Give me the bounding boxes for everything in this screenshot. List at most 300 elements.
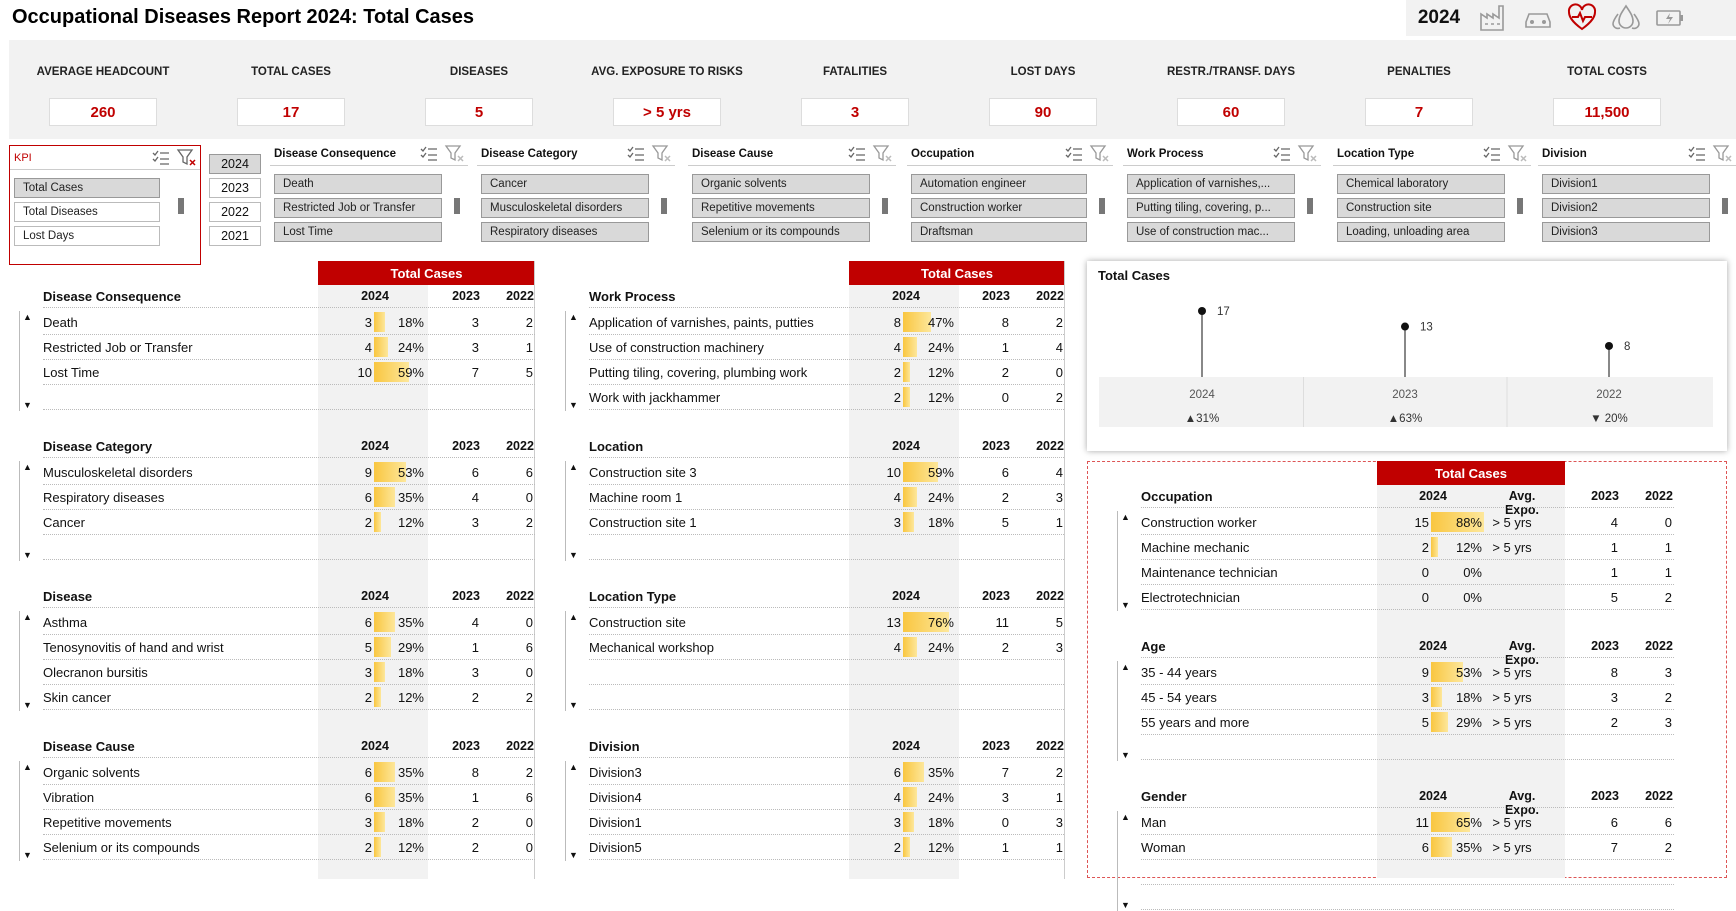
row-rule <box>43 834 535 835</box>
kpi-value: 7 <box>1365 98 1473 126</box>
row-label: Repetitive movements <box>43 815 172 830</box>
value-2024: 4 <box>893 490 901 505</box>
share-percent: 12% <box>1455 540 1482 555</box>
header-rule <box>1141 657 1674 658</box>
lollipop-chart <box>1087 261 1727 451</box>
slicer-item[interactable]: Division3 <box>1542 222 1710 242</box>
year-item-2023[interactable]: 2023 <box>209 178 261 198</box>
value-2023: 1 <box>471 640 479 655</box>
share-percent: 24% <box>927 490 954 505</box>
row-rule <box>1141 609 1674 610</box>
column-header: 2023 <box>452 739 480 753</box>
row-label: Machine mechanic <box>1141 540 1250 555</box>
slicer-item[interactable]: Construction worker <box>911 198 1087 218</box>
value-2024: 3 <box>364 315 372 330</box>
column-header: 2024 <box>892 739 920 753</box>
table-title: Work Process <box>589 289 676 304</box>
column-header: Avg. Expo. <box>1504 789 1540 817</box>
avg-exposure: > 5 yrs <box>1492 690 1532 705</box>
row-rule <box>589 384 1064 385</box>
share-percent: 12% <box>397 515 424 530</box>
row-label: Division4 <box>589 790 642 805</box>
row-rule <box>1141 584 1674 585</box>
slicer-item[interactable]: Lost Time <box>274 222 442 242</box>
row-label: Skin cancer <box>43 690 111 705</box>
row-label: Restricted Job or Transfer <box>43 340 193 355</box>
row-rule <box>589 509 1064 510</box>
value-2024: 10 <box>886 465 901 480</box>
multi-select-icon[interactable] <box>623 144 649 164</box>
scroll-up-icon[interactable]: ▲ <box>569 312 578 322</box>
clear-filter-icon[interactable] <box>174 148 200 168</box>
row-label: Olecranon bursitis <box>43 665 148 680</box>
value-2022: 6 <box>525 790 533 805</box>
value-2024: 5 <box>1421 715 1429 730</box>
kpi-label: RESTR./TRANSF. DAYS <box>1166 66 1295 78</box>
row-rule <box>43 534 535 535</box>
data-label: 17 <box>1217 306 1230 318</box>
year-item-2022[interactable]: 2022 <box>209 202 261 222</box>
value-2023: 5 <box>1001 515 1009 530</box>
value-2022: 2 <box>525 765 533 780</box>
multi-select-icon[interactable] <box>1061 144 1087 164</box>
column-header: 2022 <box>1036 289 1064 303</box>
row-label: Machine room 1 <box>589 490 683 505</box>
scroll-down-icon[interactable]: ▼ <box>1121 750 1130 760</box>
row-label: Vibration <box>43 790 95 805</box>
value-2024: 9 <box>1421 665 1429 680</box>
value-2022: 1 <box>1055 840 1063 855</box>
value-2022: 5 <box>525 365 533 380</box>
value-2023: 6 <box>1001 465 1009 480</box>
value-2023: 4 <box>471 615 479 630</box>
row-label: 55 years and more <box>1141 715 1250 730</box>
slicer-header <box>1123 142 1321 166</box>
kpi-restr-transf-days <box>1137 40 1325 139</box>
scroll-down-icon[interactable]: ▼ <box>569 700 578 710</box>
row-label: Division1 <box>589 815 642 830</box>
value-2024: 2 <box>893 365 901 380</box>
value-2024: 9 <box>364 465 372 480</box>
value-2022: 3 <box>1055 640 1063 655</box>
slicer-item[interactable]: Selenium or its compounds <box>692 222 870 242</box>
scroll-spinner[interactable] <box>1117 811 1133 911</box>
row-label: Construction worker <box>1141 515 1257 530</box>
scroll-up-icon[interactable]: ▲ <box>1121 812 1130 822</box>
slicer-item[interactable]: Draftsman <box>911 222 1087 242</box>
scroll-down-icon[interactable]: ▼ <box>23 550 32 560</box>
row-rule <box>43 409 535 410</box>
value-2024: 2 <box>364 515 372 530</box>
slicer-item[interactable]: Chemical laboratory <box>1337 174 1505 194</box>
row-rule <box>43 784 535 785</box>
row-label: Selenium or its compounds <box>43 840 200 855</box>
car-icon[interactable] <box>1516 1 1560 35</box>
row-label: Death <box>43 315 78 330</box>
scroll-spinner[interactable] <box>19 611 35 711</box>
scroll-spinner[interactable] <box>565 311 581 411</box>
value-2022: 3 <box>1055 815 1063 830</box>
scroll-down-icon[interactable]: ▼ <box>569 550 578 560</box>
value-2024: 2 <box>364 690 372 705</box>
share-percent: 53% <box>397 465 424 480</box>
value-2022: 6 <box>1664 815 1672 830</box>
value-2024: 4 <box>893 340 901 355</box>
avg-exposure: > 5 yrs <box>1492 840 1532 855</box>
clear-filter-icon[interactable] <box>1087 144 1113 164</box>
share-percent: 0% <box>1463 590 1482 605</box>
row-rule <box>1141 559 1674 560</box>
avg-exposure: > 5 yrs <box>1492 665 1532 680</box>
slicer-item[interactable]: Cancer <box>481 174 649 194</box>
value-2023: 11 <box>995 615 1009 630</box>
row-rule <box>43 359 535 360</box>
value-2023: 3 <box>471 315 479 330</box>
clear-filter-icon[interactable] <box>649 144 675 164</box>
top-toolbar <box>1406 0 1736 36</box>
row-label: Maintenance technician <box>1141 565 1278 580</box>
avg-exposure: > 5 yrs <box>1492 540 1532 555</box>
slicer-title: KPI <box>14 151 32 164</box>
scroll-spinner[interactable] <box>1117 661 1133 761</box>
share-percent: 12% <box>927 365 954 380</box>
scroll-spinner[interactable] <box>19 461 35 561</box>
value-2023: 3 <box>471 665 479 680</box>
scroll-up-icon[interactable]: ▲ <box>1121 512 1130 522</box>
header-rule <box>1141 807 1674 808</box>
share-bar <box>903 362 910 382</box>
chart-title: Total Cases <box>1098 268 1171 283</box>
value-2024: 4 <box>893 640 901 655</box>
slicer-scrollbar[interactable] <box>1099 198 1105 214</box>
column-header: 2023 <box>452 589 480 603</box>
value-2022: 2 <box>1055 315 1063 330</box>
kpi-fatalities <box>761 40 949 139</box>
clear-filter-icon[interactable] <box>1295 144 1321 164</box>
slicer-division <box>1538 142 1736 246</box>
column-header: 2024 <box>892 289 920 303</box>
row-rule <box>43 709 535 710</box>
row-label: Construction site 3 <box>589 465 697 480</box>
slicer-item[interactable]: Musculoskeletal disorders <box>481 198 649 218</box>
kpi-avg-exposure <box>573 40 761 139</box>
row-rule <box>589 859 1064 860</box>
row-rule <box>1141 534 1674 535</box>
row-rule <box>43 859 535 860</box>
multi-select-icon[interactable] <box>148 148 174 168</box>
slicer-scrollbar[interactable] <box>1307 198 1313 214</box>
value-2022: 2 <box>1055 390 1063 405</box>
value-2023: 0 <box>1001 815 1009 830</box>
row-label: Division5 <box>589 840 642 855</box>
value-2023: 2 <box>1001 365 1009 380</box>
slicer-item[interactable]: Application of varnishes,... <box>1127 174 1295 194</box>
value-2022: 2 <box>525 315 533 330</box>
multi-select-icon[interactable] <box>1269 144 1295 164</box>
row-label: Application of varnishes, paints, putties <box>589 315 814 330</box>
slicer-title: Occupation <box>911 147 975 160</box>
kpi-label: AVG. EXPOSURE TO RISKS <box>591 66 743 78</box>
column-header: 2022 <box>1645 639 1673 653</box>
slicer-item[interactable]: Putting tiling, covering, p... <box>1127 198 1295 218</box>
kpi-value: 260 <box>49 98 157 126</box>
slicer-disease-category <box>477 142 675 246</box>
scroll-up-icon[interactable]: ▲ <box>569 612 578 622</box>
value-2023: 7 <box>1610 840 1618 855</box>
table-divider <box>534 261 535 879</box>
value-2024: 3 <box>1421 690 1429 705</box>
value-2023: 1 <box>1610 565 1618 580</box>
column-header: 2024 <box>361 739 389 753</box>
scroll-up-icon[interactable]: ▲ <box>23 762 32 772</box>
scroll-down-icon[interactable]: ▼ <box>1121 600 1130 610</box>
value-2024: 3 <box>364 665 372 680</box>
header-rule <box>43 457 535 458</box>
fire-icon[interactable] <box>1604 1 1648 35</box>
row-rule <box>589 534 1064 535</box>
share-percent: 35% <box>927 765 954 780</box>
slicer-item[interactable]: Use of construction mac... <box>1127 222 1295 242</box>
kpi-diseases <box>385 40 573 139</box>
clear-filter-icon[interactable] <box>442 144 468 164</box>
share-percent: 12% <box>927 390 954 405</box>
multi-select-icon[interactable] <box>416 144 442 164</box>
battery-icon[interactable] <box>1648 1 1692 35</box>
row-rule <box>589 659 1064 660</box>
row-rule <box>43 384 535 385</box>
slicer-scrollbar[interactable] <box>454 198 460 214</box>
value-2023: 7 <box>1001 765 1009 780</box>
slicer-title: Division <box>1542 147 1587 160</box>
value-2024: 10 <box>357 365 372 380</box>
value-2022: 0 <box>1055 365 1063 380</box>
scroll-spinner[interactable] <box>19 311 35 411</box>
row-rule <box>43 809 535 810</box>
value-2024: 3 <box>893 515 901 530</box>
scroll-down-icon[interactable]: ▼ <box>23 850 32 860</box>
value-2024: 8 <box>893 315 901 330</box>
kpi-total-cases <box>197 40 385 139</box>
value-2022: 0 <box>1664 515 1672 530</box>
scroll-up-icon[interactable]: ▲ <box>569 762 578 772</box>
slicer-item[interactable]: Division2 <box>1542 198 1710 218</box>
header-rule <box>589 307 1064 308</box>
value-2023: 6 <box>1610 815 1618 830</box>
slicer-item[interactable]: Automation engineer <box>911 174 1087 194</box>
change-label: ▲63% <box>1387 413 1423 425</box>
value-2024: 6 <box>364 790 372 805</box>
current-year-label[interactable]: 2024 <box>1417 7 1461 28</box>
slicer-item[interactable]: Death <box>274 174 442 194</box>
scroll-down-icon[interactable]: ▼ <box>23 400 32 410</box>
share-percent: 24% <box>927 340 954 355</box>
value-2023: 2 <box>1610 715 1618 730</box>
category-label: 2024 <box>1189 389 1215 401</box>
share-bar <box>1431 537 1438 557</box>
scroll-up-icon[interactable]: ▲ <box>569 462 578 472</box>
slicer-title: Work Process <box>1127 147 1204 160</box>
value-2023: 4 <box>1610 515 1618 530</box>
clear-filter-icon[interactable] <box>1505 144 1531 164</box>
row-rule <box>589 634 1064 635</box>
share-percent: 35% <box>397 615 424 630</box>
row-label: 45 - 54 years <box>1141 690 1217 705</box>
share-bar <box>903 387 910 407</box>
slicer-title: Disease Cause <box>692 147 774 160</box>
value-2023: 2 <box>471 815 479 830</box>
row-rule <box>589 784 1064 785</box>
value-2022: 2 <box>525 690 533 705</box>
slicer-item-total-diseases[interactable]: Total Diseases <box>14 202 160 222</box>
slicer-item[interactable]: Organic solvents <box>692 174 870 194</box>
column-header: 2024 <box>1419 639 1447 653</box>
row-label: Work with jackhammer <box>589 390 721 405</box>
scroll-spinner[interactable] <box>1117 511 1133 611</box>
row-label: Asthma <box>43 615 88 630</box>
value-2023: 2 <box>1001 640 1009 655</box>
kpi-value: 3 <box>801 98 909 126</box>
scroll-spinner[interactable] <box>565 761 581 861</box>
scroll-up-icon[interactable]: ▲ <box>23 312 32 322</box>
value-2024: 6 <box>1421 840 1429 855</box>
scroll-down-icon[interactable]: ▼ <box>23 700 32 710</box>
slicer-item[interactable]: Repetitive movements <box>692 198 870 218</box>
kpi-label: PENALTIES <box>1387 66 1451 78</box>
multi-select-icon[interactable] <box>1684 144 1710 164</box>
scroll-up-icon[interactable]: ▲ <box>1121 662 1130 672</box>
column-header: 2022 <box>506 739 534 753</box>
scroll-spinner[interactable] <box>565 611 581 711</box>
value-2024: 2 <box>893 840 901 855</box>
column-header: 2023 <box>1591 489 1619 503</box>
slicer-item[interactable]: Loading, unloading area <box>1337 222 1505 242</box>
multi-select-icon[interactable] <box>844 144 870 164</box>
scroll-down-icon[interactable]: ▼ <box>569 850 578 860</box>
slicer-scrollbar[interactable] <box>882 198 888 214</box>
scroll-up-icon[interactable]: ▲ <box>23 612 32 622</box>
factory-icon[interactable] <box>1472 1 1516 35</box>
data-point <box>1401 323 1409 331</box>
total-cases-header: Total Cases <box>1377 461 1565 485</box>
value-2024: 2 <box>1421 540 1429 555</box>
heart-icon[interactable] <box>1560 1 1604 35</box>
scroll-up-icon[interactable]: ▲ <box>23 462 32 472</box>
column-header: 2024 <box>1419 489 1447 503</box>
value-2024: 2 <box>364 840 372 855</box>
column-header: 2023 <box>1591 789 1619 803</box>
value-2023: 2 <box>471 690 479 705</box>
scroll-spinner[interactable] <box>565 461 581 561</box>
row-rule <box>1141 859 1674 860</box>
share-percent: 18% <box>927 515 954 530</box>
table-divider <box>1064 261 1065 879</box>
clear-filter-icon[interactable] <box>1710 144 1736 164</box>
slicer-item[interactable]: Division1 <box>1542 174 1710 194</box>
row-label: Tenosynovitis of hand and wrist <box>43 640 224 655</box>
value-2024: 6 <box>364 615 372 630</box>
row-label: Woman <box>1141 840 1186 855</box>
value-2023: 6 <box>471 465 479 480</box>
value-2024: 3 <box>893 815 901 830</box>
value-2024: 0 <box>1421 590 1429 605</box>
row-rule <box>1141 909 1674 910</box>
value-2022: 2 <box>1055 765 1063 780</box>
slicer-item[interactable]: Restricted Job or Transfer <box>274 198 442 218</box>
row-rule <box>589 484 1064 485</box>
share-percent: 47% <box>927 315 954 330</box>
row-rule <box>43 484 535 485</box>
row-rule <box>589 684 1064 685</box>
table-title: Division <box>589 739 640 754</box>
slicer-header <box>1333 142 1531 166</box>
value-2022: 1 <box>525 340 533 355</box>
share-percent: 35% <box>397 790 424 805</box>
row-label: Respiratory diseases <box>43 490 165 505</box>
row-rule <box>1141 684 1674 685</box>
slicer-scrollbar[interactable] <box>1517 198 1523 214</box>
value-2023: 2 <box>1001 490 1009 505</box>
kpi-total-costs <box>1513 40 1701 139</box>
value-2022: 0 <box>525 665 533 680</box>
kpi-value: 11,500 <box>1553 98 1661 126</box>
clear-filter-icon[interactable] <box>870 144 896 164</box>
value-2023: 8 <box>471 765 479 780</box>
row-rule <box>43 559 535 560</box>
slicer-occupation <box>907 142 1113 246</box>
value-2024: 11 <box>1415 815 1429 830</box>
slicer-disease-cause <box>688 142 896 246</box>
value-2023: 3 <box>1001 790 1009 805</box>
value-2022: 6 <box>525 640 533 655</box>
slicer-scrollbar[interactable] <box>1722 198 1728 214</box>
slicer-scrollbar[interactable] <box>661 198 667 214</box>
slicer-disease-consequence <box>270 142 468 246</box>
value-2022: 0 <box>525 490 533 505</box>
kpi-slicer <box>9 145 201 265</box>
slicer-scrollbar[interactable] <box>178 198 184 214</box>
value-2022: 4 <box>1055 465 1063 480</box>
slicer-item-lost-days[interactable]: Lost Days <box>14 226 160 246</box>
value-2023: 3 <box>471 515 479 530</box>
value-2022: 4 <box>1055 340 1063 355</box>
column-header: 2024 <box>361 439 389 453</box>
value-2022: 5 <box>1055 615 1063 630</box>
value-2022: 2 <box>1664 840 1672 855</box>
scroll-down-icon[interactable]: ▼ <box>1121 900 1130 910</box>
row-label: 35 - 44 years <box>1141 665 1217 680</box>
year-item-2021[interactable]: 2021 <box>209 226 261 246</box>
row-label: Use of construction machinery <box>589 340 764 355</box>
slicer-header <box>270 142 468 166</box>
scroll-down-icon[interactable]: ▼ <box>569 400 578 410</box>
row-label: Organic solvents <box>43 765 140 780</box>
share-percent: 12% <box>397 840 424 855</box>
slicer-location-type <box>1333 142 1531 246</box>
slicer-item[interactable]: Respiratory diseases <box>481 222 649 242</box>
year-item-2024[interactable]: 2024 <box>209 154 261 174</box>
scroll-spinner[interactable] <box>19 761 35 861</box>
row-rule <box>43 684 535 685</box>
row-rule <box>589 359 1064 360</box>
multi-select-icon[interactable] <box>1479 144 1505 164</box>
kpi-value: > 5 yrs <box>613 98 721 126</box>
page-title: Occupational Diseases Report 2024: Total Cases <box>12 6 475 28</box>
slicer-item[interactable]: Construction site <box>1337 198 1505 218</box>
slicer-item-total-cases[interactable]: Total Cases <box>14 178 160 198</box>
row-rule <box>43 509 535 510</box>
kpi-value: 17 <box>237 98 345 126</box>
table-title: Location Type <box>589 589 677 604</box>
